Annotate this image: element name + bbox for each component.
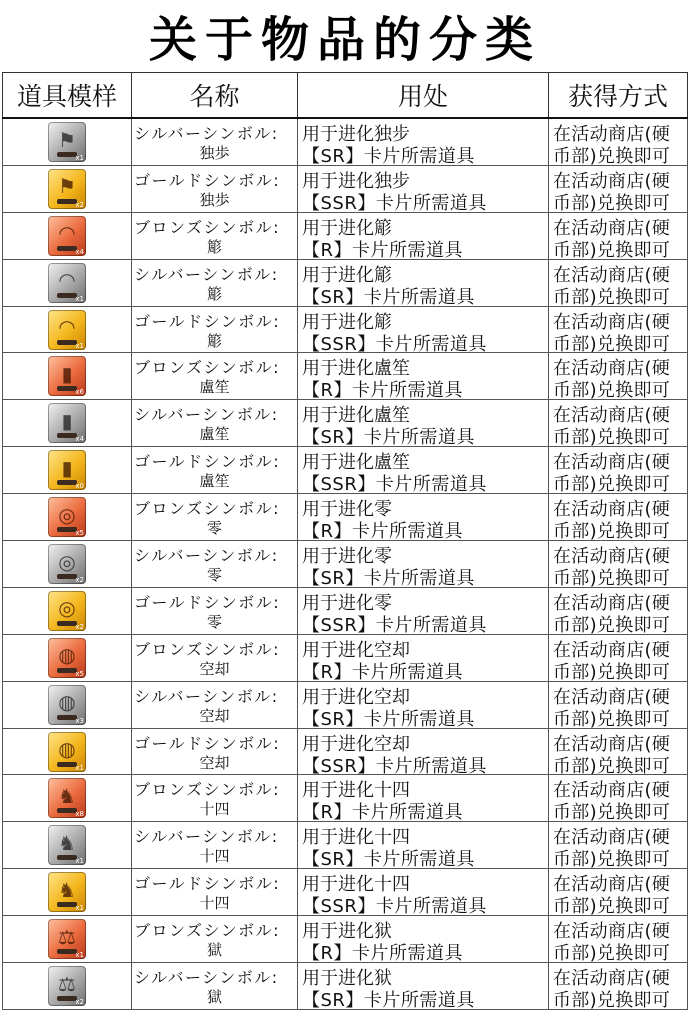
item-count: x2	[75, 200, 84, 209]
item-count: x1	[75, 763, 84, 772]
item-obtain-line1: 在活动商店(硬	[553, 170, 671, 192]
item-glyph: ⚑	[58, 127, 76, 152]
item-glyph: ▮	[61, 408, 73, 433]
table-row	[2, 635, 688, 682]
item-character: 零	[206, 612, 222, 631]
item-use-cell	[298, 588, 549, 634]
item-obtain-line1: 在活动商店(硬	[553, 124, 671, 145]
item-count: x3	[75, 716, 84, 725]
item-character: 零	[206, 519, 222, 538]
item-card-rarity: 【R】卡片所需道具	[302, 239, 464, 259]
header-icon: 道具模样	[2, 73, 132, 117]
pedestal-shape	[57, 949, 77, 954]
item-use-cell	[298, 494, 549, 540]
item-icon-cell	[2, 588, 132, 634]
item-name: ゴールドシンボル:	[134, 452, 281, 472]
item-icon-cell	[2, 541, 132, 587]
item-obtain-line2: 币部)兑换即可	[553, 192, 671, 212]
item-glyph: ◎	[58, 502, 76, 527]
item-name-cell	[132, 869, 298, 915]
item-use: 用于进化零	[302, 499, 392, 521]
item-name-cell	[132, 119, 298, 165]
item-card-rarity: 【R】卡片所需道具	[302, 380, 464, 400]
header-use: 用处	[298, 73, 549, 117]
item-name-cell	[132, 166, 298, 212]
item-icon-cell	[2, 307, 132, 353]
item-icon-cell	[2, 353, 132, 399]
item-glyph: ⚖	[58, 971, 76, 996]
item-obtain-line2: 币部)兑换即可	[553, 427, 671, 447]
table-row	[2, 963, 688, 1010]
item-count: x1	[75, 951, 84, 960]
item-character: 盧笙	[199, 378, 230, 397]
item-icon-cell	[2, 822, 132, 868]
item-table	[2, 72, 688, 1010]
item-use: 用于进化十四	[302, 874, 410, 896]
item-count: x2	[75, 997, 84, 1006]
item-obtain-line2: 币部)兑换即可	[553, 239, 671, 259]
item-glyph: ♞	[58, 830, 76, 855]
table-row	[2, 775, 688, 822]
item-character: 簓	[206, 237, 222, 256]
item-obtain-line1: 在活动商店(硬	[553, 264, 671, 286]
item-card-rarity: 【SR】卡片所需道具	[302, 708, 475, 728]
item-obtain-line1: 在活动商店(硬	[553, 733, 671, 755]
item-glyph: ▮	[61, 455, 73, 480]
pedestal-shape	[57, 902, 77, 907]
item-use: 用于进化十四	[302, 780, 410, 802]
item-glyph: ⚖	[58, 924, 76, 949]
item-count: x0	[75, 482, 84, 491]
item-obtain-cell	[549, 166, 688, 212]
table-row	[2, 729, 688, 776]
item-obtain-cell	[549, 869, 688, 915]
table-header	[2, 73, 688, 119]
item-card-rarity: 【SR】卡片所需道具	[302, 286, 475, 306]
item-glyph: ◍	[58, 737, 76, 762]
pedestal-shape	[57, 855, 77, 860]
item-icon-cell	[2, 729, 132, 775]
item-icon-cell	[2, 916, 132, 962]
item-obtain-cell	[549, 213, 688, 259]
item-glyph: ◎	[58, 596, 76, 621]
item-card-rarity: 【SSR】卡片所需道具	[302, 192, 487, 212]
item-obtain-line2: 币部)兑换即可	[553, 802, 671, 822]
pedestal-shape	[57, 246, 77, 251]
item-name: ゴールドシンボル:	[134, 874, 281, 894]
item-name-cell	[132, 682, 298, 728]
item-name-cell	[132, 588, 298, 634]
item-obtain-line2: 币部)兑换即可	[553, 708, 671, 728]
item-card-rarity: 【SR】卡片所需道具	[302, 568, 475, 587]
item-glyph: ◍	[58, 643, 76, 668]
item-name: ブロンズシンボル:	[134, 217, 281, 237]
item-obtain-cell	[549, 541, 688, 587]
item-card-rarity: 【R】卡片所需道具	[302, 943, 464, 963]
item-count: x1	[75, 341, 84, 350]
item-name-cell	[132, 775, 298, 821]
item-obtain-cell	[549, 119, 688, 165]
item-obtain-cell	[549, 307, 688, 353]
item-count: x5	[75, 529, 84, 538]
table-row	[2, 916, 688, 963]
item-use-cell	[298, 822, 549, 868]
item-use-cell	[298, 260, 549, 306]
table-row	[2, 447, 688, 494]
fan-icon	[48, 216, 86, 256]
item-glyph: ◠	[58, 268, 76, 293]
flag-icon	[48, 169, 86, 209]
item-name-cell	[132, 822, 298, 868]
header-name: 名称	[132, 73, 298, 117]
item-count: x5	[75, 669, 84, 678]
item-card-rarity: 【R】卡片所需道具	[302, 661, 464, 681]
item-character: 空却	[199, 706, 230, 725]
item-obtain-line2: 币部)兑换即可	[553, 380, 671, 400]
table-row	[2, 682, 688, 729]
item-count: x1	[75, 857, 84, 866]
item-icon-cell	[2, 963, 132, 1009]
item-character: 十四	[199, 847, 230, 866]
item-character: 空却	[199, 753, 230, 772]
item-count: x2	[75, 622, 84, 631]
pedestal-shape	[57, 293, 77, 298]
table-row	[2, 541, 688, 588]
item-obtain-line1: 在活动商店(硬	[553, 827, 671, 849]
item-use-cell	[298, 541, 549, 587]
item-obtain-line1: 在活动商店(硬	[553, 452, 671, 474]
item-icon-cell	[2, 447, 132, 493]
pedestal-shape	[57, 386, 77, 391]
item-obtain-line2: 币部)兑换即可	[553, 755, 671, 775]
item-name: ブロンズシンボル:	[134, 921, 281, 941]
flag-icon	[48, 122, 86, 162]
item-obtain-cell	[549, 822, 688, 868]
item-use: 用于进化狱	[302, 968, 392, 990]
ring-icon	[48, 544, 86, 584]
item-use: 用于进化簓	[302, 217, 392, 239]
item-name: ゴールドシンボル:	[134, 170, 281, 190]
book-icon	[48, 356, 86, 396]
item-use-cell	[298, 213, 549, 259]
item-use: 用于进化盧笙	[302, 452, 410, 474]
item-use: 用于进化独步	[302, 124, 410, 145]
item-character: 独歩	[199, 144, 230, 162]
item-name: シルバーシンボル:	[134, 827, 279, 847]
item-glyph: ⚑	[58, 174, 76, 199]
item-obtain-line1: 在活动商店(硬	[553, 686, 671, 708]
cat-icon	[48, 872, 86, 912]
pedestal-shape	[57, 480, 77, 485]
fan-icon	[48, 310, 86, 350]
item-name-cell	[132, 916, 298, 962]
item-use-cell	[298, 916, 549, 962]
item-use-cell	[298, 729, 549, 775]
item-obtain-line1: 在活动商店(硬	[553, 546, 671, 568]
item-count: x4	[75, 247, 84, 256]
fan-icon	[48, 263, 86, 303]
item-icon-cell	[2, 494, 132, 540]
item-name-cell	[132, 494, 298, 540]
item-obtain-line2: 币部)兑换即可	[553, 474, 671, 494]
item-count: x6	[75, 388, 84, 397]
item-use: 用于进化空却	[302, 733, 410, 755]
pedestal-shape	[57, 340, 77, 345]
book-icon	[48, 403, 86, 443]
item-glyph: ♞	[58, 784, 76, 808]
scales-icon	[48, 919, 86, 959]
item-count: x1	[75, 904, 84, 913]
item-character: 獄	[206, 988, 222, 1007]
item-obtain-line2: 币部)兑换即可	[553, 286, 671, 306]
item-glyph: ◎	[58, 549, 76, 574]
item-obtain-line2: 币部)兑换即可	[553, 614, 671, 634]
item-obtain-line2: 币部)兑换即可	[553, 943, 671, 963]
item-name: シルバーシンボル:	[134, 686, 279, 706]
item-name: ゴールドシンボル:	[134, 733, 281, 753]
item-use: 用于进化簓	[302, 311, 392, 333]
item-use: 用于进化簓	[302, 264, 392, 286]
item-count: x1	[75, 153, 84, 162]
item-use: 用于进化盧笙	[302, 405, 410, 427]
item-obtain-line1: 在活动商店(硬	[553, 592, 671, 614]
item-obtain-line1: 在活动商店(硬	[553, 921, 671, 943]
item-obtain-line1: 在活动商店(硬	[553, 780, 671, 802]
item-obtain-line1: 在活动商店(硬	[553, 874, 671, 896]
table-row	[2, 588, 688, 635]
pedestal-shape	[57, 808, 77, 813]
scales-icon	[48, 966, 86, 1006]
item-obtain-line2: 币部)兑换即可	[553, 521, 671, 541]
item-character: 空却	[199, 659, 230, 678]
table-row	[2, 307, 688, 354]
item-glyph: ♞	[58, 877, 76, 902]
item-card-rarity: 【SSR】卡片所需道具	[302, 474, 487, 494]
item-icon-cell	[2, 166, 132, 212]
item-use-cell	[298, 775, 549, 821]
pedestal-shape	[57, 621, 77, 626]
item-name-cell	[132, 447, 298, 493]
item-count: x2	[75, 575, 84, 584]
table-row	[2, 166, 688, 213]
item-name: シルバーシンボル:	[134, 968, 279, 988]
item-use-cell	[298, 447, 549, 493]
ring-icon	[48, 497, 86, 537]
item-use-cell	[298, 682, 549, 728]
item-card-rarity: 【SR】卡片所需道具	[302, 427, 475, 447]
item-obtain-cell	[549, 729, 688, 775]
pedestal-shape	[57, 152, 77, 157]
item-icon-cell	[2, 213, 132, 259]
item-obtain-line1: 在活动商店(硬	[553, 968, 671, 990]
item-glyph: ◠	[58, 221, 76, 246]
cushion-icon	[48, 638, 86, 678]
item-card-rarity: 【SSR】卡片所需道具	[302, 755, 487, 775]
item-obtain-line1: 在活动商店(硬	[553, 405, 671, 427]
item-use-cell	[298, 635, 549, 681]
table-row	[2, 119, 688, 166]
header-obtain: 获得方式	[549, 73, 688, 117]
item-use: 用于进化零	[302, 546, 392, 568]
item-name-cell	[132, 729, 298, 775]
item-use: 用于进化空却	[302, 639, 410, 661]
item-name-cell	[132, 353, 298, 399]
item-use: 用于进化空却	[302, 686, 410, 708]
pedestal-shape	[57, 996, 77, 1001]
table-row	[2, 494, 688, 541]
item-count: x8	[75, 810, 84, 819]
item-name: ゴールドシンボル:	[134, 311, 281, 331]
item-count: x4	[75, 435, 84, 444]
item-use-cell	[298, 869, 549, 915]
item-obtain-cell	[549, 494, 688, 540]
item-obtain-line1: 在活动商店(硬	[553, 639, 671, 661]
item-card-rarity: 【SR】卡片所需道具	[302, 849, 475, 869]
pedestal-shape	[57, 668, 77, 673]
item-obtain-line2: 币部)兑换即可	[553, 146, 671, 165]
cat-icon	[48, 825, 86, 865]
item-obtain-line2: 币部)兑换即可	[553, 896, 671, 916]
item-obtain-line1: 在活动商店(硬	[553, 358, 671, 380]
item-name: ブロンズシンボル:	[134, 639, 281, 659]
item-card-rarity: 【SR】卡片所需道具	[302, 990, 475, 1009]
table-row	[2, 213, 688, 260]
item-name: ブロンズシンボル:	[134, 358, 281, 378]
item-icon-cell	[2, 119, 132, 165]
item-name-cell	[132, 213, 298, 259]
item-count: x1	[75, 294, 84, 303]
item-obtain-line2: 币部)兑换即可	[553, 333, 671, 353]
item-character: 簓	[206, 331, 222, 350]
item-name: ゴールドシンボル:	[134, 592, 281, 612]
item-character: 盧笙	[199, 472, 230, 491]
item-card-rarity: 【R】卡片所需道具	[302, 802, 464, 822]
item-name-cell	[132, 541, 298, 587]
item-obtain-line1: 在活动商店(硬	[553, 311, 671, 333]
table-row	[2, 353, 688, 400]
item-glyph: ◍	[58, 690, 76, 715]
item-use: 用于进化独步	[302, 170, 410, 192]
item-obtain-cell	[549, 260, 688, 306]
pedestal-shape	[57, 433, 77, 438]
item-name-cell	[132, 400, 298, 446]
item-character: 十四	[199, 800, 230, 819]
item-icon-cell	[2, 869, 132, 915]
item-use: 用于进化狱	[302, 921, 392, 943]
item-card-rarity: 【SR】卡片所需道具	[302, 146, 475, 165]
item-use-cell	[298, 166, 549, 212]
item-obtain-line2: 币部)兑换即可	[553, 568, 671, 587]
item-card-rarity: 【SSR】卡片所需道具	[302, 614, 487, 634]
cushion-icon	[48, 685, 86, 725]
item-character: 簓	[206, 284, 222, 303]
item-character: 独歩	[199, 190, 230, 209]
item-use-cell	[298, 307, 549, 353]
item-character: 獄	[206, 941, 222, 960]
item-card-rarity: 【SSR】卡片所需道具	[302, 333, 487, 353]
cushion-icon	[48, 732, 86, 772]
pedestal-shape	[57, 574, 77, 579]
table-row	[2, 400, 688, 447]
item-obtain-line2: 币部)兑换即可	[553, 849, 671, 869]
item-glyph: ◠	[58, 315, 76, 340]
page-title: 关于物品的分类	[148, 11, 541, 68]
item-use-cell	[298, 119, 549, 165]
table-row	[2, 822, 688, 869]
item-use: 用于进化零	[302, 592, 392, 614]
item-obtain-cell	[549, 916, 688, 962]
item-obtain-cell	[549, 400, 688, 446]
item-character: 十四	[199, 894, 230, 913]
item-name: ブロンズシンボル:	[134, 499, 281, 519]
item-use: 用于进化盧笙	[302, 358, 410, 380]
table-row	[2, 260, 688, 307]
item-icon-cell	[2, 682, 132, 728]
table-row	[2, 869, 688, 916]
item-name: シルバーシンボル:	[134, 264, 279, 284]
item-name-cell	[132, 307, 298, 353]
item-obtain-cell	[549, 682, 688, 728]
item-name-cell	[132, 963, 298, 1009]
item-icon-cell	[2, 400, 132, 446]
item-name: シルバーシンボル:	[134, 546, 279, 566]
item-icon-cell	[2, 635, 132, 681]
item-obtain-cell	[549, 588, 688, 634]
item-name: シルバーシンボル:	[134, 405, 279, 425]
pedestal-shape	[57, 715, 77, 720]
item-glyph: ▮	[61, 361, 73, 386]
item-obtain-line1: 在活动商店(硬	[553, 217, 671, 239]
item-use-cell	[298, 963, 549, 1009]
item-icon-cell	[2, 260, 132, 306]
item-icon-cell	[2, 775, 132, 821]
item-character: 盧笙	[199, 425, 230, 444]
table-body	[2, 119, 688, 1010]
cat-icon	[48, 778, 86, 818]
item-obtain-cell	[549, 447, 688, 493]
item-obtain-cell	[549, 635, 688, 681]
item-obtain-cell	[549, 775, 688, 821]
item-obtain-cell	[549, 353, 688, 399]
item-card-rarity: 【R】卡片所需道具	[302, 521, 464, 541]
item-use-cell	[298, 400, 549, 446]
item-character: 零	[206, 566, 222, 585]
item-use-cell	[298, 353, 549, 399]
pedestal-shape	[57, 527, 77, 532]
pedestal-shape	[57, 199, 77, 204]
item-name-cell	[132, 260, 298, 306]
pedestal-shape	[57, 762, 77, 767]
item-use: 用于进化十四	[302, 827, 410, 849]
item-obtain-line1: 在活动商店(硬	[553, 499, 671, 521]
item-obtain-line2: 币部)兑换即可	[553, 990, 671, 1009]
item-name-cell	[132, 635, 298, 681]
item-name: シルバーシンボル:	[134, 124, 279, 143]
book-icon	[48, 450, 86, 490]
item-obtain-line2: 币部)兑换即可	[553, 661, 671, 681]
item-card-rarity: 【SSR】卡片所需道具	[302, 896, 487, 916]
item-obtain-cell	[549, 963, 688, 1009]
item-name: ブロンズシンボル:	[134, 780, 281, 800]
ring-icon	[48, 591, 86, 631]
